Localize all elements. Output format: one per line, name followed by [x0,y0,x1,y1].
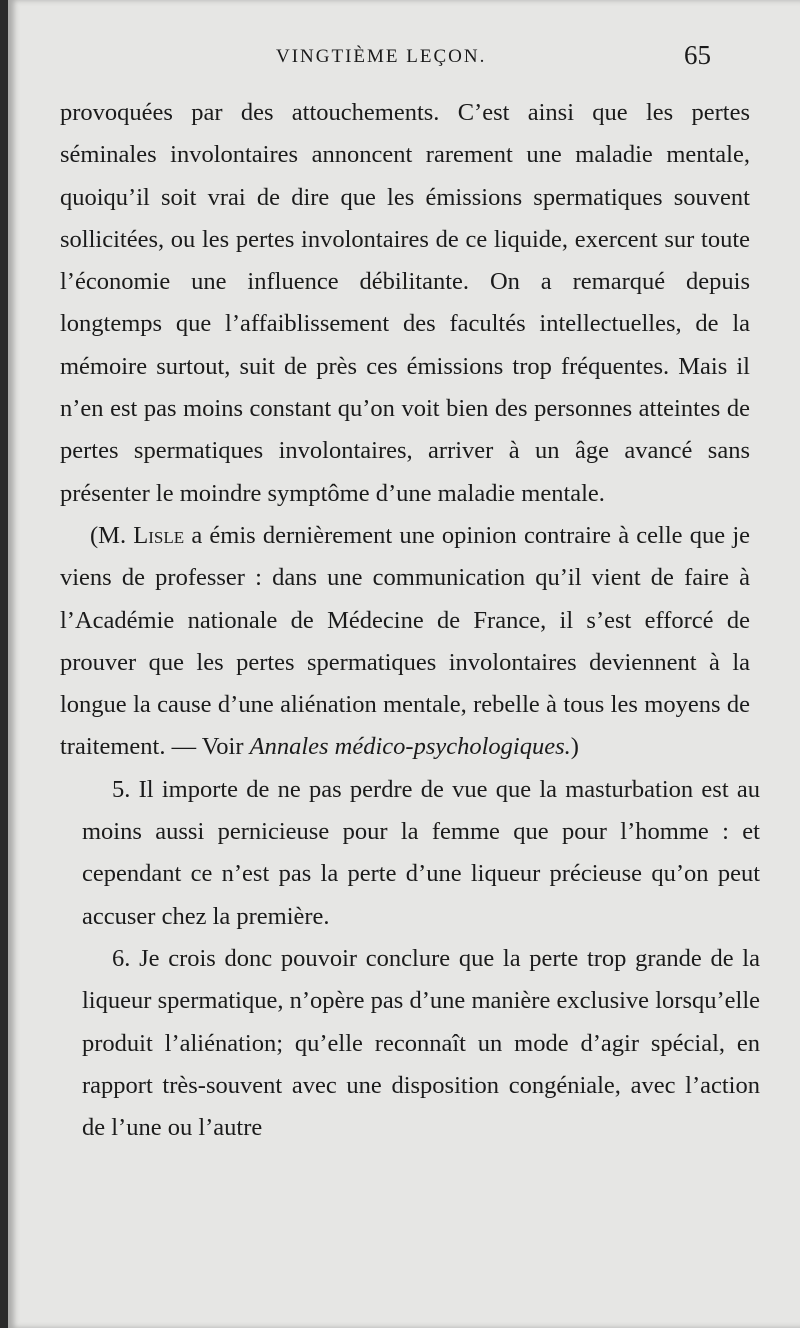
book-page [8,0,800,1328]
paragraph-lisle-note [60,515,750,769]
body-text [60,92,760,1149]
note-close: ) [570,733,579,761]
author-name: Lisle [133,521,185,549]
running-header [8,40,800,76]
page-number: 65 [684,40,711,70]
note-open: (M. [90,521,134,549]
paragraph-point-5: 5. Il importe de ne pas perdre de vue que la masturbation est au moins aussi pernicieuse pour la femme que pour l’homme : et cependant ce n’est pas la perte d’une liqueur précieuse qu’on peut accuser chez la première. [82,775,760,930]
paragraph-continuation: provoquées par des attouchements. C’est ainsi que les pertes séminales involontaires annoncent rarement une maladie mentale, quoiqu’il soit vrai de dire que les émissions spermatiques souvent sollicitées, ou les pertes involontaires de ce liquide, exercent sur toute l’économie une influence débilitante. On a remarqué depuis longtemps que l’affaiblissement des facultés intellectuelles, de la mémoire surtout, suit de près ces émissions trop fréquentes. Mais il n’en est pas moins constant qu’on voit bien des personnes atteintes de pertes spermatiques involontaires, arriver à un âge avancé sans présenter le moindre symptôme d’une maladie mentale. [60,99,750,507]
running-title: VINGTIÈME LEÇON. [276,46,487,67]
note-body: a émis dernièrement une opinion contraire à celle que je viens de professer : dans une communication qu’il vient de faire à l’Académie nationale de Médecine de France, il s’est efforcé de prouver que les pertes spermatiques involontaires deviennent à la longue la cause d’une aliénation mentale, rebelle à tous les moyens de traitement. — Voir [60,521,750,761]
paragraph-point-6: 6. Je crois donc pouvoir conclure que la perte trop grande de la liqueur spermatique, n’opère pas d’une manière exclusive lorsqu’elle produit l’aliénation; qu’elle reconnaît un mode d’agir spécial, en rapport très-souvent avec une disposition congéniale, avec l’action de l’une ou l’autre [82,944,760,1142]
journal-reference: Annales médico-psychologiques. [249,733,571,761]
